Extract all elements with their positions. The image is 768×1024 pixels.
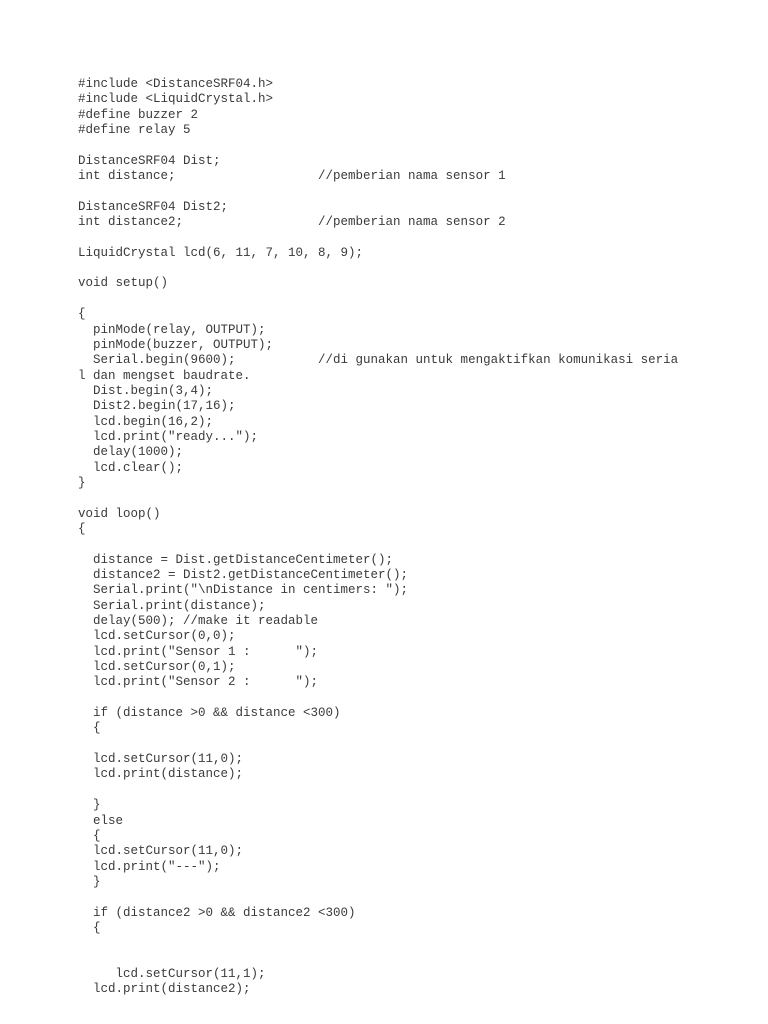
code-line: lcd.setCursor(0,0); — [78, 629, 236, 644]
code-line: lcd.print("Sensor 2 : "); — [78, 675, 319, 690]
code-line: if (distance2 >0 && distance2 <300) — [78, 905, 356, 920]
code-line — [78, 138, 758, 153]
code-line: distance = Dist.getDistanceCentimeter(); — [78, 552, 394, 567]
code-line: Serial.print("\nDistance in centimers: "); — [78, 583, 409, 598]
code-line — [78, 936, 758, 951]
code-line: pinMode(buzzer, OUTPUT); — [78, 337, 274, 352]
code-line — [78, 491, 758, 506]
code-line: { — [78, 920, 101, 935]
code-line: lcd.print(distance); — [78, 767, 244, 782]
code-line: #include <DistanceSRF04.h> — [78, 77, 274, 91]
code-line — [78, 292, 758, 307]
code-line — [78, 952, 758, 967]
code-line — [78, 537, 758, 552]
code-line: DistanceSRF04 Dist2; — [78, 199, 229, 214]
code-line: pinMode(relay, OUTPUT); — [78, 322, 266, 337]
code-line: lcd.print("---"); — [78, 859, 221, 874]
code-line: #define buzzer 2 — [78, 107, 199, 122]
code-line: lcd.setCursor(11,0); — [78, 752, 244, 767]
code-line: DistanceSRF04 Dist; — [78, 153, 221, 168]
code-line — [78, 261, 758, 276]
code-line: } — [78, 475, 86, 490]
code-line: LiquidCrystal lcd(6, 11, 7, 10, 8, 9); — [78, 245, 364, 260]
code-line — [78, 184, 758, 199]
code-line: #define relay 5 — [78, 123, 191, 138]
code-line: } — [78, 874, 101, 889]
code-line: l dan mengset baudrate. — [78, 368, 251, 383]
code-line: Dist2.begin(17,16); — [78, 399, 236, 414]
code-line: if (distance >0 && distance <300) — [78, 706, 341, 721]
code-line: lcd.begin(16,2); — [78, 414, 214, 429]
code-line: lcd.print("ready..."); — [78, 429, 259, 444]
code-listing — [78, 77, 758, 998]
code-line: else — [78, 813, 124, 828]
code-line: } — [78, 798, 101, 813]
code-line: Dist.begin(3,4); — [78, 383, 214, 398]
code-line: lcd.setCursor(0,1); — [78, 660, 236, 675]
code-line: { — [78, 521, 86, 536]
code-line — [78, 890, 758, 905]
code-line: { — [78, 307, 86, 322]
code-line: #include <LiquidCrystal.h> — [78, 92, 274, 107]
code-line: distance2 = Dist2.getDistanceCentimeter(); — [78, 568, 409, 582]
code-line: void setup() — [78, 276, 169, 291]
code-line — [78, 230, 758, 245]
code-line: int distance; //pemberian nama sensor 1 — [78, 169, 506, 184]
code-line: int distance2; //pemberian nama sensor 2 — [78, 215, 506, 230]
code-line — [78, 737, 758, 752]
code-line — [78, 783, 758, 798]
code-line: lcd.setCursor(11,1); — [78, 966, 266, 981]
code-line: lcd.clear(); — [78, 460, 184, 475]
code-line — [78, 691, 758, 706]
code-line: delay(500); //make it readable — [78, 614, 319, 629]
code-line: Serial.begin(9600); //di gunakan untuk mengaktifkan komunikasi seria — [78, 353, 679, 368]
code-line: Serial.print(distance); — [78, 598, 266, 613]
code-line: lcd.print(distance2); — [78, 982, 251, 997]
code-line: { — [78, 721, 101, 736]
code-line: void loop() — [78, 506, 161, 521]
code-line: lcd.setCursor(11,0); — [78, 844, 244, 859]
code-line: delay(1000); — [78, 445, 184, 460]
code-line: lcd.print("Sensor 1 : "); — [78, 644, 319, 659]
code-line: { — [78, 828, 101, 843]
